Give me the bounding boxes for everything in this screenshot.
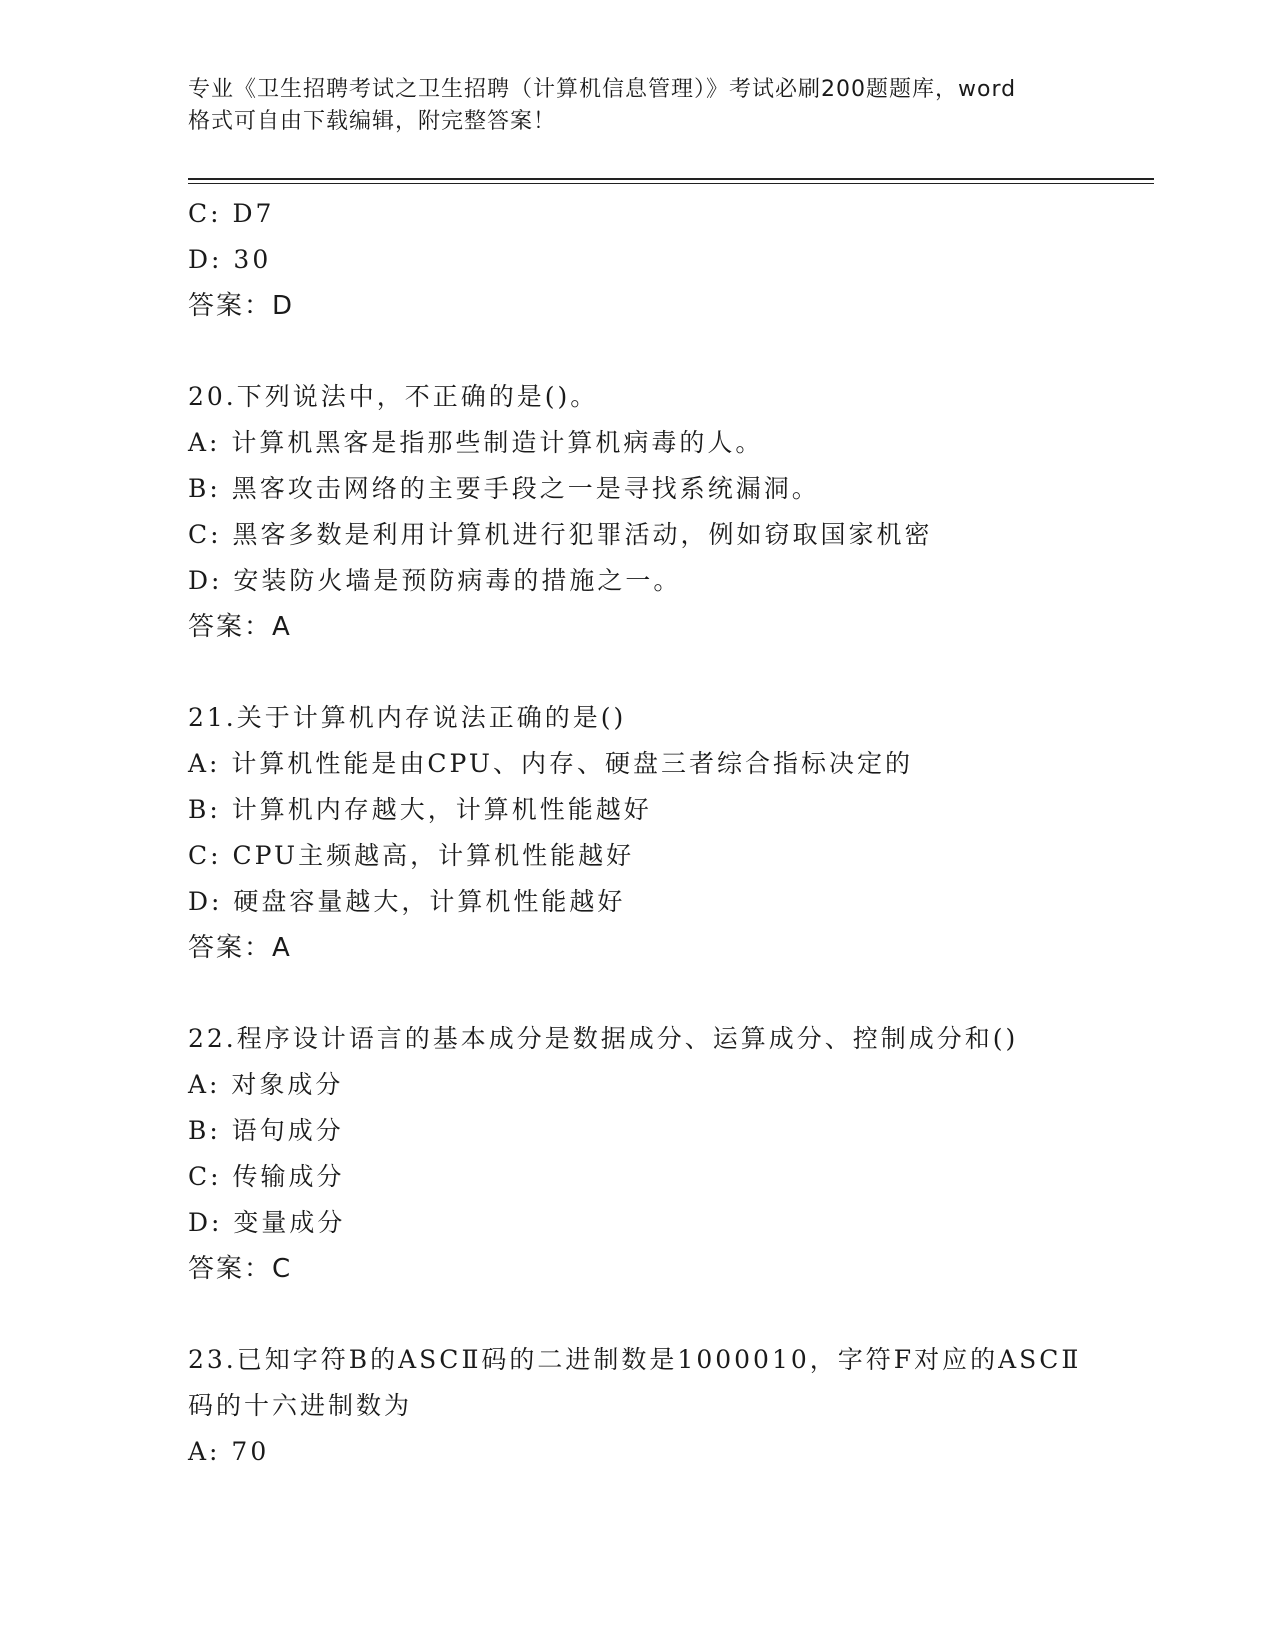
- header-title-line-2: 格式可自由下载编辑，附完整答案！: [188, 109, 557, 134]
- question-stem: 22.程序设计语言的基本成分是数据成分、运算成分、控制成分和(): [188, 1024, 1019, 1053]
- answer-line: 答案：A: [188, 612, 292, 642]
- question-stem: 20.下列说法中，不正确的是()。: [188, 382, 599, 411]
- answer-line: 答案：A: [188, 933, 292, 963]
- option-b: B: 黑客攻击网络的主要手段之一是寻找系统漏洞。: [188, 474, 820, 503]
- spacer: [188, 650, 1088, 695]
- document-header: [188, 74, 1088, 138]
- question-stem: 21.关于计算机内存说法正确的是(): [188, 703, 627, 732]
- answer-line: 答案：C: [188, 1254, 293, 1284]
- option-c: C: CPU主频越高，计算机性能越好: [188, 841, 635, 870]
- option-b: B: 语句成分: [188, 1116, 344, 1145]
- option-a: A: 计算机性能是由CPU、内存、硬盘三者综合指标决定的: [188, 749, 914, 778]
- option-c: C: 黑客多数是利用计算机进行犯罪活动，例如窃取国家机密: [188, 520, 933, 549]
- spacer: [188, 329, 1088, 374]
- option-a: A: 计算机黑客是指那些制造计算机病毒的人。: [188, 428, 764, 457]
- option-d: D: 安装防火墙是预防病毒的措施之一。: [188, 566, 682, 595]
- question-stem-line-2: 码的十六进制数为: [188, 1391, 413, 1420]
- answer-line: 答案：D: [188, 291, 295, 321]
- option-d: D: 变量成分: [188, 1208, 346, 1237]
- option-d: D: 30: [188, 245, 272, 274]
- header-divider-thin: [188, 183, 1154, 184]
- spacer: [188, 1292, 1088, 1337]
- option-c: C: D7: [188, 199, 275, 228]
- header-divider: [188, 178, 1154, 180]
- option-c: C: 传输成分: [188, 1162, 345, 1191]
- option-a: A: 对象成分: [188, 1070, 344, 1099]
- option-d: D: 硬盘容量越大，计算机性能越好: [188, 887, 626, 916]
- question-23: [188, 1337, 1088, 1475]
- header-title-line-1: 专业《卫生招聘考试之卫生招聘（计算机信息管理）》考试必刷200题题库，word: [188, 77, 1017, 102]
- question-content: [188, 191, 1088, 1475]
- question-19-tail: [188, 191, 1088, 329]
- spacer: [188, 971, 1088, 1016]
- option-a: A: 70: [188, 1437, 270, 1466]
- option-b: B: 计算机内存越大，计算机性能越好: [188, 795, 652, 824]
- question-21: [188, 695, 1088, 971]
- question-stem-line-1: 23.已知字符B的ASCⅡ码的二进制数是1000010，字符F对应的ASCⅡ: [188, 1345, 1082, 1374]
- question-22: [188, 1016, 1088, 1292]
- question-20: [188, 374, 1088, 650]
